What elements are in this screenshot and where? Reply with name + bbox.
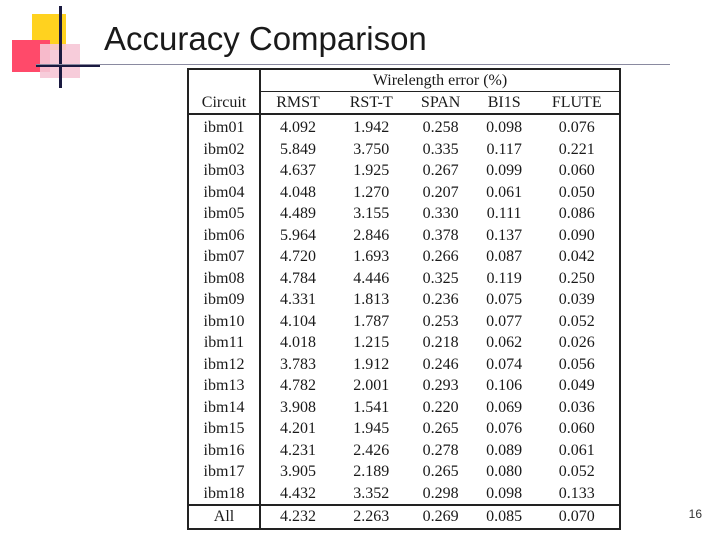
total-value-cell: 2.263 [335,505,407,529]
error-value-cell: 0.117 [486,140,522,158]
circuit-name-cell: ibm05 [188,203,260,225]
error-value-cell: 0.076 [486,420,523,437]
circuit-name-cell: ibm16 [188,440,260,462]
error-value-cell: 0.236 [422,291,459,308]
error-value-cell: 0.119 [486,269,522,287]
error-value-cell: 0.218 [422,334,459,351]
error-value-cell: 0.250 [558,269,595,287]
table-row [188,203,620,225]
error-value-cell: 0.052 [558,463,595,480]
error-value-cell: 4.784 [280,269,317,287]
error-value-cell: 0.049 [558,377,595,394]
circuit-name-cell: ibm01 [188,114,260,139]
table-row [188,461,620,483]
error-value-cell: 0.089 [486,441,523,459]
table-corner-cell [188,69,260,92]
error-value-cell: 3.352 [353,484,390,502]
column-header-flute: FLUTE [534,92,620,115]
table-row [188,139,620,161]
error-value-cell: 0.330 [422,205,459,222]
circuit-name-cell: ibm02 [188,139,260,161]
error-value-cell: 1.925 [353,162,390,179]
table-row [188,311,620,333]
error-value-cell: 1.270 [353,183,390,201]
error-value-cell: 1.912 [353,355,390,373]
error-value-cell: 0.087 [486,248,523,265]
error-value-cell: 5.849 [280,140,317,158]
error-value-cell: 4.104 [280,312,317,330]
error-value-cell: 0.052 [558,312,595,330]
table-total-row [188,505,620,529]
error-value-cell: 3.783 [280,355,317,373]
error-value-cell: 1.215 [353,334,390,351]
error-value-cell: 0.266 [422,248,459,265]
table-row [188,375,620,397]
error-value-cell: 0.098 [486,119,523,136]
error-value-cell: 0.221 [558,140,595,158]
column-header-bi1s: BI1S [474,92,535,115]
error-value-cell: 0.090 [558,226,595,244]
table-row [188,114,620,139]
circuit-name-cell: ibm11 [188,332,260,354]
error-value-cell: 4.201 [280,420,317,437]
error-value-cell: 0.265 [422,463,459,480]
circuit-name-cell: ibm17 [188,461,260,483]
table-row [188,397,620,419]
error-value-cell: 3.908 [280,398,317,416]
error-value-cell: 4.446 [353,269,390,287]
table-body [188,114,620,505]
error-value-cell: 0.098 [486,484,523,502]
column-header-circuit: Circuit [188,92,260,115]
table-row [188,225,620,247]
table-row [188,440,620,462]
error-value-cell: 0.099 [486,162,523,179]
circuit-name-cell: ibm13 [188,375,260,397]
error-value-cell: 0.069 [486,398,523,416]
table-row [188,354,620,376]
error-value-cell: 1.787 [353,312,390,330]
error-value-cell: 4.489 [280,205,317,222]
table-row [188,182,620,204]
table-row [188,268,620,290]
error-value-cell: 0.278 [422,441,459,459]
error-value-cell: 0.077 [486,312,523,330]
title-rule [36,64,670,65]
error-value-cell: 0.080 [486,463,523,480]
error-value-cell: 0.133 [558,484,595,502]
circuit-name-cell: ibm03 [188,160,260,182]
error-value-cell: 0.062 [486,334,523,351]
circuit-name-cell: ibm09 [188,289,260,311]
error-value-cell: 4.231 [280,441,317,459]
error-value-cell: 0.137 [486,226,523,244]
table-row [188,160,620,182]
error-value-cell: 3.750 [353,140,390,158]
error-value-cell: 4.782 [280,377,317,394]
error-value-cell: 0.042 [558,248,595,265]
error-value-cell: 0.207 [422,183,459,201]
table-row [188,246,620,268]
table-row [188,332,620,354]
error-value-cell: 0.026 [558,334,595,351]
error-value-cell: 2.426 [353,441,390,459]
error-value-cell: 4.432 [280,484,317,502]
error-value-cell: 0.061 [486,183,523,201]
error-value-cell: 4.637 [280,162,317,179]
total-value-cell: 4.232 [260,505,335,529]
circuit-name-cell: ibm12 [188,354,260,376]
error-value-cell: 0.106 [486,377,523,394]
error-value-cell: 1.942 [353,119,390,136]
error-value-cell: 2.846 [353,226,390,244]
table-row [188,483,620,506]
error-value-cell: 0.086 [558,205,595,222]
error-value-cell: 5.964 [280,226,317,244]
accuracy-table-container [187,68,621,527]
error-value-cell: 2.001 [353,377,390,394]
column-header-rmst: RMST [260,92,335,115]
error-value-cell: 0.293 [422,377,459,394]
wirelength-error-header: Wirelength error (%) [260,69,620,92]
slide-title: Accuracy Comparison [104,20,427,57]
error-value-cell: 4.331 [280,291,317,308]
error-value-cell: 0.074 [486,355,523,373]
table-column-header-row [188,92,620,115]
table-group-header-row [188,69,620,92]
error-value-cell: 0.253 [422,312,459,330]
error-value-cell: 0.267 [422,162,459,179]
error-value-cell: 4.092 [280,119,317,136]
circuit-name-cell: ibm08 [188,268,260,290]
error-value-cell: 0.050 [558,183,595,201]
circuit-name-cell: ibm14 [188,397,260,419]
error-value-cell: 0.060 [558,162,595,179]
error-value-cell: 0.039 [558,291,595,308]
table-row [188,289,620,311]
total-label-cell: All [188,505,260,529]
error-value-cell: 3.155 [353,205,390,222]
error-value-cell: 0.060 [558,420,595,437]
error-value-cell: 0.220 [422,398,459,416]
error-value-cell: 4.018 [280,334,317,351]
circuit-name-cell: ibm07 [188,246,260,268]
error-value-cell: 1.945 [353,420,390,437]
page-number: 16 [688,507,702,521]
error-value-cell: 3.905 [280,463,317,480]
error-value-cell: 0.056 [558,355,595,373]
error-value-cell: 0.075 [486,291,523,308]
error-value-cell: 0.061 [558,441,595,459]
error-value-cell: 0.111 [486,205,522,222]
slide-logo [0,0,110,100]
circuit-name-cell: ibm18 [188,483,260,506]
error-value-cell: 0.036 [558,398,595,416]
error-value-cell: 1.541 [353,398,390,416]
error-value-cell: 0.076 [558,119,595,136]
error-value-cell: 0.325 [422,269,459,287]
logo-vertical-line [59,6,62,88]
error-value-cell: 0.246 [422,355,459,373]
error-value-cell: 4.048 [280,183,317,201]
column-header-span: SPAN [407,92,473,115]
total-value-cell: 0.070 [534,505,620,529]
circuit-name-cell: ibm15 [188,418,260,440]
circuit-name-cell: ibm04 [188,182,260,204]
error-value-cell: 0.258 [422,119,459,136]
error-value-cell: 1.813 [353,291,390,308]
circuit-name-cell: ibm06 [188,225,260,247]
error-value-cell: 0.298 [422,484,459,502]
circuit-name-cell: ibm10 [188,311,260,333]
error-value-cell: 0.335 [422,140,459,158]
error-value-cell: 4.720 [280,248,317,265]
total-value-cell: 0.269 [407,505,473,529]
error-value-cell: 0.378 [422,226,459,244]
table-row [188,418,620,440]
error-value-cell: 2.189 [353,463,390,480]
error-value-cell: 1.693 [353,248,390,265]
column-header-rst-t: RST-T [335,92,407,115]
total-value-cell: 0.085 [474,505,535,529]
error-value-cell: 0.265 [422,420,459,437]
accuracy-table [187,68,621,530]
